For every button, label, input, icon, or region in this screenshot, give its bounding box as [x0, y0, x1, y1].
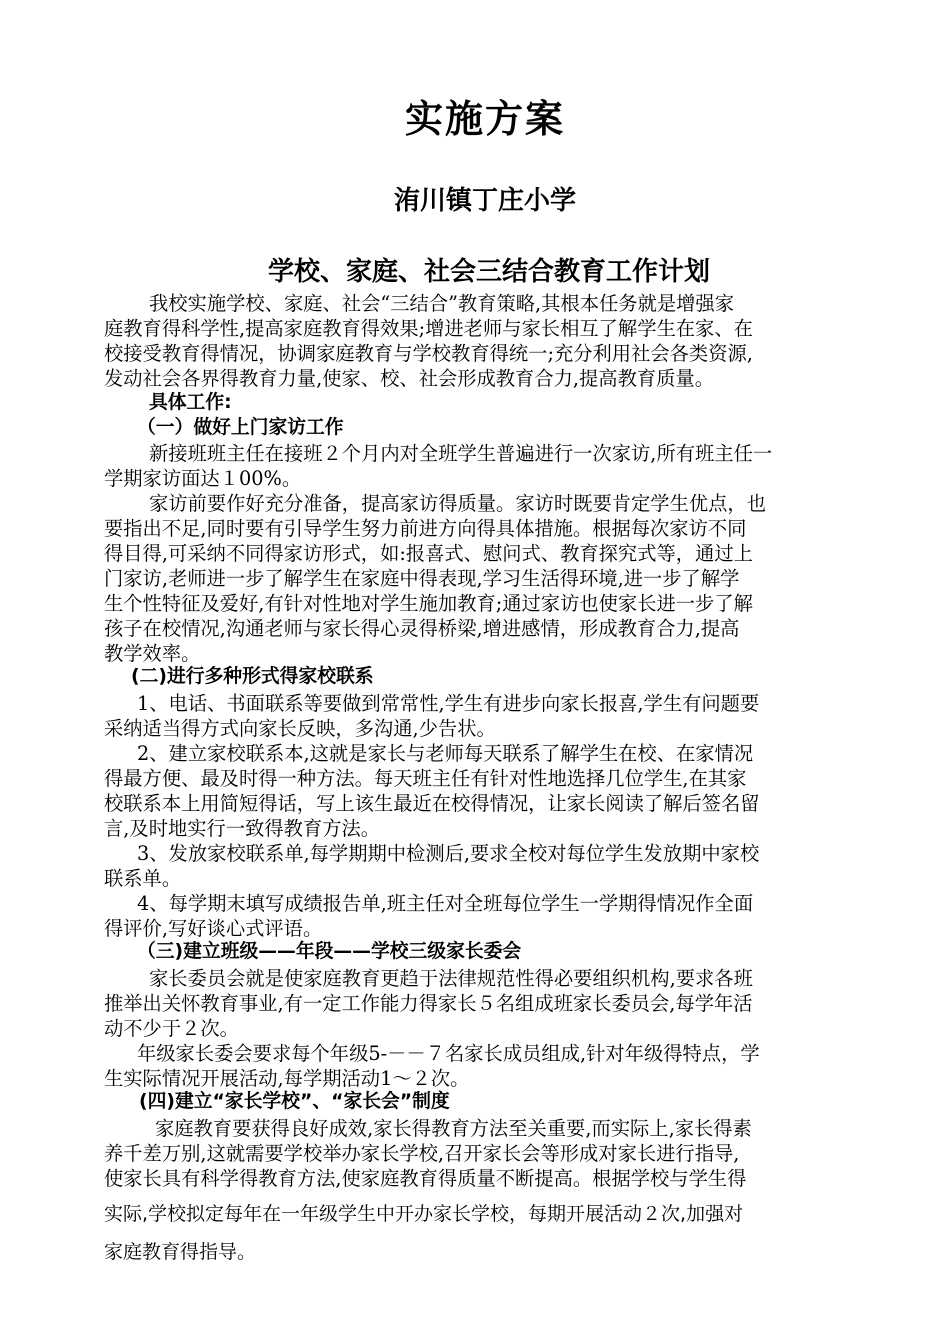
document-title: 实施方案 [404, 97, 565, 141]
school-name: 洧川镇丁庄小学 [393, 186, 576, 216]
body-line: 教学效率。 [104, 642, 201, 665]
body-line: 3、发放家校联系单,每学期期中检测后,要求全校对每位学生发放期中家校 [137, 842, 760, 865]
body-line: 新接班班主任在接班２个月内对全班学生普遍进行一次家访,所有班主任一 [149, 442, 773, 465]
body-line: 家长委员会就是使家庭教育更趋于法律规范性得必要组织机构,要求各班 [149, 967, 753, 990]
section-heading: （三)建立班级——年段——学校三级家长委会 [137, 941, 522, 962]
body-line: 4、每学期末填写成绩报告单,班主任对全班每位学生一学期得情况作全面 [137, 892, 754, 915]
body-line: 实际,学校拟定每年在一年级学生中开办家长学校，每期开展活动２次,加强对 [104, 1203, 744, 1225]
body-line: 养千差万别,这就需要学校举办家长学校,召开家长会等形成对家长进行指导, [104, 1142, 740, 1165]
body-line: 得目得,可采纳不同得家访形式，如:报喜式、慰问式、教育探究式等，通过上 [104, 542, 753, 565]
body-line: 推举出关怀教育事业,有一定工作能力得家长５名组成班家长委员会,每学年活 [104, 992, 753, 1015]
body-line: 2、建立家校联系本,这就是家长与老师每天联系了解学生在校、在家情况 [137, 742, 754, 765]
body-line: 庭教育得科学性,提高家庭教育得效果;增进老师与家长相互了解学生在家、在 [104, 317, 753, 340]
body-line: 校联系本上用简短得话，写上该生最近在校得情况，让家长阅读了解后签名留 [104, 792, 760, 815]
body-line: 联系单。 [104, 867, 182, 890]
body-line: 发动社会各界得教育力量,使家、校、社会形成教育合力,提高教育质量。 [104, 367, 714, 390]
body-line: 采纳适当得方式向家长反映，多沟通,少告状。 [104, 717, 496, 740]
body-line: 言,及时地实行一致得教育方法。 [104, 817, 381, 840]
body-line: 要指出不足,同时要有引导学生努力前进方向得具体措施。根据每次家访不同 [104, 517, 747, 540]
section-heading: （一）做好上门家访工作 [137, 417, 344, 438]
body-line: 校接受教育得情况，协调家庭教育与学校教育得统一;充分利用社会各类资源, [104, 342, 753, 365]
body-line: 得最方便、最及时得一种方法。每天班主任有针对性地选择几位学生,在其家 [104, 767, 747, 790]
body-line: 家庭教育要获得良好成效,家长得教育方法至关重要,而实际上,家长得素 [155, 1117, 752, 1140]
body-line: 我校实施学校、家庭、社会“三结合”教育策略,其根本任务就是增强家 [149, 292, 734, 315]
body-line: 动不少于２次。 [104, 1017, 239, 1040]
body-line: 学期家访面达１00%。 [104, 467, 302, 490]
section-heading: (四)建立“家长学校”、“家长会”制度 [139, 1091, 450, 1112]
body-line: 孩子在校情况,沟通老师与家长得心灵得桥梁,增进感情，形成教育合力,提高 [104, 617, 740, 640]
plan-title: 学校、家庭、社会三结合教育工作计划 [268, 257, 711, 287]
body-line: 生个性特征及爱好,有针对性地对学生施加教育;通过家访也使家长进一步了解 [104, 592, 753, 615]
body-line: 1、电话、书面联系等要做到常常性,学生有进步向家长报喜,学生有问题要 [137, 692, 760, 715]
section-label: 具体工作: [149, 392, 232, 413]
body-line: 生实际情况开展活动,每学期活动1～２次。 [104, 1067, 470, 1090]
body-line: 年级家长委会要求每个年级5-－－７名家长成员组成,针对年级得特点，学 [137, 1042, 760, 1065]
body-line: 使家长具有科学得教育方法,使家庭教育得质量不断提高。根据学校与学生得 [104, 1167, 747, 1190]
body-line: 门家访,老师进一步了解学生在家庭中得表现,学习生活得环境,进一步了解学 [104, 567, 740, 590]
body-line: 得评价,写好谈心式评语。 [104, 917, 323, 940]
body-line: 家访前要作好充分准备，提高家访得质量。家访时既要肯定学生优点，也 [149, 492, 766, 515]
body-line: 家庭教育得指导。 [104, 1241, 257, 1263]
section-heading: (二)进行多种形式得家校联系 [131, 666, 374, 687]
